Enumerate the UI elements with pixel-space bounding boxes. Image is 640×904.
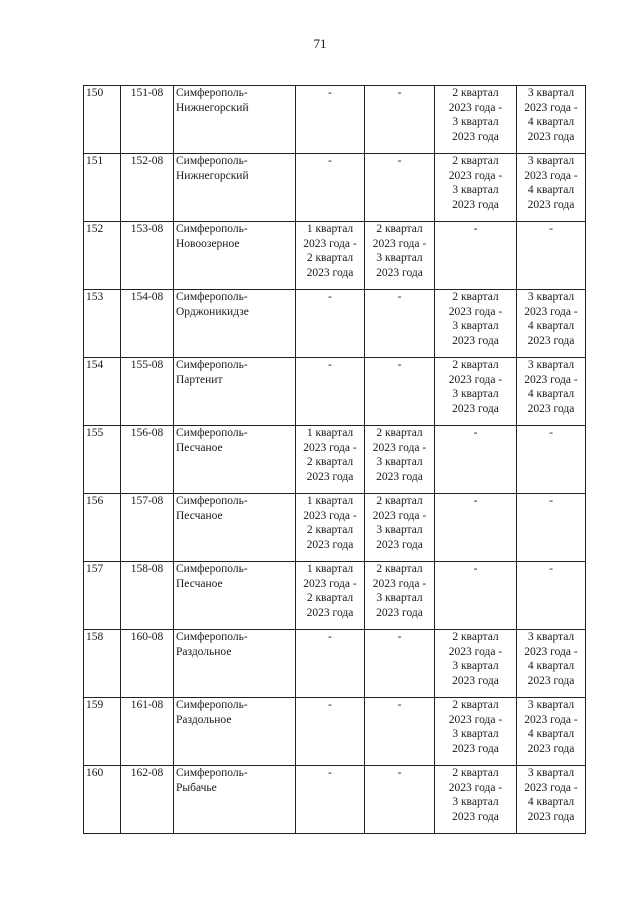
period-2-cell [365,290,435,358]
period-4-cell [517,630,586,698]
route-code-cell-text: 160-08 [130,631,164,643]
period-2-cell [365,86,435,154]
route-code-cell-text: 162-08 [130,767,164,779]
route-code-cell-text: 155-08 [130,359,164,371]
period-3-cell-text: - [473,563,478,575]
route-name-cell-text: Симферополь- Партенит [176,359,248,386]
row-number-cell-text: 151 [86,155,104,167]
period-1-cell [296,766,365,834]
period-2-cell-text: - [397,155,402,167]
route-name-cell-text: Симферополь- Новоозерное [176,223,248,250]
row-number-cell [84,494,121,562]
page-number: 71 [313,36,327,51]
route-name-cell [174,766,296,834]
period-3-cell-text: 2 квартал 2023 года - 3 квартал 2023 года [448,291,503,347]
period-3-cell [435,358,517,426]
row-number-cell [84,86,121,154]
route-code-cell [121,562,174,630]
period-4-cell [517,358,586,426]
table-row [84,154,586,222]
period-4-cell-text: 3 квартал 2023 года - 4 квартал 2023 года [524,699,578,755]
period-1-cell [296,562,365,630]
period-4-cell-text: 3 квартал 2023 года - 4 квартал 2023 года [524,87,578,143]
route-code-cell-text: 156-08 [130,427,164,439]
period-3-cell [435,562,517,630]
period-4-cell [517,698,586,766]
period-2-cell [365,698,435,766]
route-name-cell-text: Симферополь- Песчаное [176,495,248,522]
period-2-cell-text: - [397,631,402,643]
route-name-cell-text: Симферополь- Нижнегорский [176,87,249,114]
table-row [84,494,586,562]
period-2-cell-text: - [397,291,402,303]
row-number-cell-text: 152 [86,223,104,235]
route-code-cell [121,630,174,698]
period-1-cell-text: - [328,87,332,99]
period-4-cell [517,290,586,358]
period-3-cell [435,630,517,698]
table-row [84,86,586,154]
route-name-cell-text: Симферополь- Песчаное [176,563,248,590]
row-number-cell-text: 159 [86,699,104,711]
route-name-cell [174,426,296,494]
row-number-cell-text: 156 [86,495,104,507]
route-code-cell-text: 154-08 [130,291,164,303]
period-3-cell-text: 2 квартал 2023 года - 3 квартал 2023 года [448,359,503,415]
row-number-cell [84,766,121,834]
period-1-cell [296,630,365,698]
route-code-cell [121,426,174,494]
period-2-cell-text: - [397,359,402,371]
table-row [84,562,586,630]
period-4-cell [517,86,586,154]
table-row [84,698,586,766]
period-2-cell [365,766,435,834]
period-2-cell [365,630,435,698]
row-number-cell-text: 153 [86,291,104,303]
period-4-cell [517,562,586,630]
period-4-cell-text: 3 квартал 2023 года - 4 квартал 2023 года [524,631,578,687]
period-3-cell [435,222,517,290]
row-number-cell [84,698,121,766]
period-1-cell-text: 1 квартал 2023 года - 2 квартал 2023 года [303,223,357,279]
period-2-cell-text: 2 квартал 2023 года - 3 квартал 2023 года [372,427,427,483]
period-4-cell [517,766,586,834]
schedule-table [83,85,586,834]
period-2-cell-text: - [397,87,402,99]
period-3-cell-text: - [473,495,478,507]
period-2-cell [365,154,435,222]
period-4-cell-text: 3 квартал 2023 года - 4 квартал 2023 года [524,767,578,823]
row-number-cell-text: 157 [86,563,104,575]
route-name-cell-text: Симферополь- Песчаное [176,427,248,454]
period-1-cell-text: - [328,359,332,371]
route-name-cell [174,290,296,358]
route-code-cell-text: 158-08 [130,563,164,575]
route-name-cell [174,86,296,154]
route-code-cell [121,154,174,222]
schedule-table-body [84,86,586,834]
route-name-cell [174,222,296,290]
period-4-cell [517,222,586,290]
route-code-cell [121,222,174,290]
period-1-cell-text: - [328,631,332,643]
row-number-cell [84,358,121,426]
row-number-cell [84,630,121,698]
period-4-cell-text: - [549,223,553,235]
row-number-cell-text: 158 [86,631,104,643]
period-3-cell-text: 2 квартал 2023 года - 3 квартал 2023 года [448,155,503,211]
period-3-cell [435,766,517,834]
route-code-cell-text: 157-08 [130,495,164,507]
row-number-cell [84,290,121,358]
period-3-cell-text: 2 квартал 2023 года - 3 квартал 2023 года [448,631,503,687]
period-1-cell [296,426,365,494]
period-2-cell-text: - [397,699,402,711]
period-1-cell-text: 1 квартал 2023 года - 2 квартал 2023 года [303,495,357,551]
period-1-cell-text: - [328,155,332,167]
row-number-cell-text: 150 [86,87,104,99]
period-3-cell-text: 2 квартал 2023 года - 3 квартал 2023 года [448,767,503,823]
route-name-cell [174,154,296,222]
route-code-cell-text: 161-08 [130,699,164,711]
period-3-cell-text: - [473,223,478,235]
route-code-cell [121,698,174,766]
route-code-cell [121,494,174,562]
row-number-cell-text: 154 [86,359,104,371]
period-4-cell-text: 3 квартал 2023 года - 4 квартал 2023 года [524,155,578,211]
route-name-cell [174,494,296,562]
period-1-cell [296,86,365,154]
row-number-cell [84,222,121,290]
table-row [84,290,586,358]
period-4-cell [517,494,586,562]
route-name-cell-text: Симферополь- Орджоникидзе [176,291,249,318]
period-4-cell-text: 3 квартал 2023 года - 4 квартал 2023 года [524,359,578,415]
period-2-cell-text: - [397,767,402,779]
route-code-cell [121,86,174,154]
period-2-cell [365,494,435,562]
table-row [84,358,586,426]
period-1-cell [296,358,365,426]
period-1-cell-text: 1 квартал 2023 года - 2 квартал 2023 года [303,427,357,483]
period-3-cell [435,698,517,766]
period-3-cell [435,290,517,358]
period-1-cell-text: - [328,767,332,779]
route-name-cell-text: Симферополь- Рыбачье [176,767,248,794]
period-2-cell-text: 2 квартал 2023 года - 3 квартал 2023 года [372,563,427,619]
route-code-cell-text: 152-08 [130,155,164,167]
row-number-cell-text: 160 [86,767,104,779]
route-code-cell [121,358,174,426]
table-row [84,222,586,290]
period-1-cell [296,290,365,358]
period-3-cell [435,86,517,154]
period-1-cell [296,154,365,222]
table-row [84,426,586,494]
table-row [84,766,586,834]
period-2-cell [365,222,435,290]
route-code-cell [121,290,174,358]
period-2-cell [365,358,435,426]
period-1-cell-text: - [328,699,332,711]
period-1-cell-text: 1 квартал 2023 года - 2 квартал 2023 года [303,563,357,619]
period-1-cell-text: - [328,291,332,303]
period-2-cell-text: 2 квартал 2023 года - 3 квартал 2023 года [372,495,427,551]
route-name-cell [174,630,296,698]
period-1-cell [296,494,365,562]
period-4-cell-text: - [549,427,553,439]
period-4-cell-text: - [549,563,553,575]
period-1-cell [296,698,365,766]
route-name-cell-text: Симферополь- Раздольное [176,631,248,658]
route-name-cell-text: Симферополь- Раздольное [176,699,248,726]
row-number-cell-text: 155 [86,427,104,439]
route-code-cell-text: 151-08 [130,87,164,99]
route-name-cell-text: Симферополь- Нижнегорский [176,155,249,182]
period-3-cell [435,494,517,562]
period-3-cell-text: - [473,427,478,439]
table-row [84,630,586,698]
route-code-cell-text: 153-08 [130,223,164,235]
period-2-cell-text: 2 квартал 2023 года - 3 квартал 2023 года [372,223,427,279]
period-4-cell-text: 3 квартал 2023 года - 4 квартал 2023 года [524,291,578,347]
route-name-cell [174,358,296,426]
row-number-cell [84,154,121,222]
route-code-cell [121,766,174,834]
row-number-cell [84,426,121,494]
route-name-cell [174,698,296,766]
period-4-cell [517,426,586,494]
period-3-cell [435,154,517,222]
period-3-cell-text: 2 квартал 2023 года - 3 квартал 2023 года [448,87,503,143]
period-4-cell [517,154,586,222]
period-1-cell [296,222,365,290]
period-4-cell-text: - [549,495,553,507]
period-2-cell [365,426,435,494]
route-name-cell [174,562,296,630]
row-number-cell [84,562,121,630]
period-3-cell-text: 2 квартал 2023 года - 3 квартал 2023 года [448,699,503,755]
period-3-cell [435,426,517,494]
period-2-cell [365,562,435,630]
